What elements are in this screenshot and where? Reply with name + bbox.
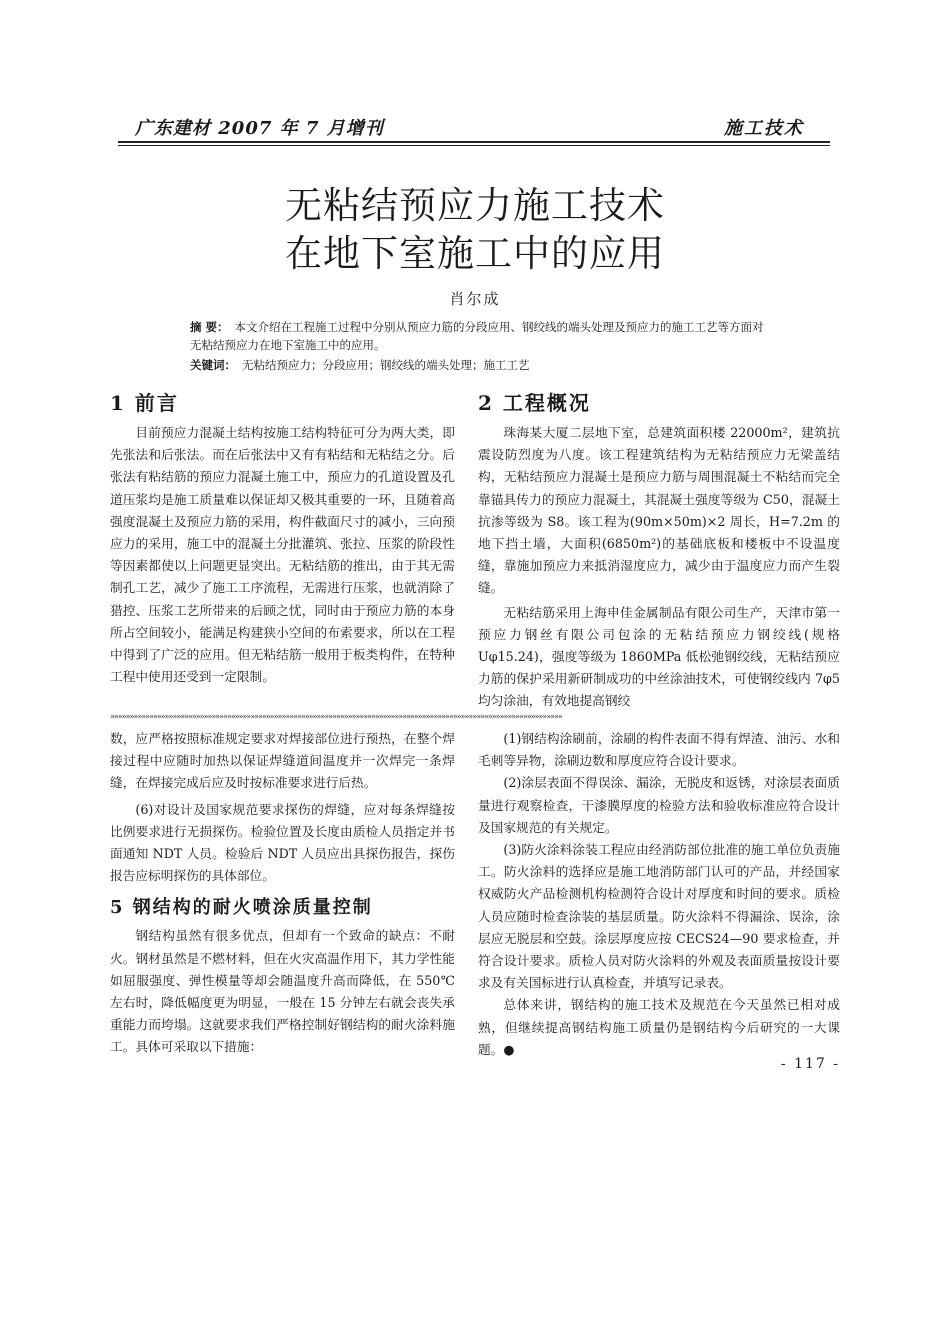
section-1-paragraph: 目前预应力混凝土结构按施工结构特征可分为两大类，即先张法和后张法。而在后张法中又有有粘结和无粘结之分。后张法有粘结筋的预应力混凝土施工中，预应力的孔道设置及孔道压浆均是施工质量难以保证却又极其重要的一环，且随着高强度混凝土及预应力筋的采用，构件截面尺寸的减小，三向预应力的采用，施工中的混凝土分批灌筑、张拉、压浆的阶段性等因素都使以上问题更显突出。无粘结筋的推出，由于其无需制孔工艺，减少了施工工序流程，无需进行压浆，也就消除了猎控、压浆工艺所带来的后顾之忧，同时由于预应力筋的本身所占空间较小，能满足构建狭小空间的布索要求，所以在工程中得到了广泛的应用。但无粘结筋一般用于板类构件，在特种工程中使用还受到一定限制。 [110, 425, 455, 685]
header-rule [118, 141, 830, 143]
fireproof-item-2: (2)涂层表面不得误涂、漏涂，无脱皮和返锈，对涂层表面质量进行观察检查，干漆膜厚度的检验方法和验收标准应符合设计及国家规范的有关规定。 [478, 775, 840, 835]
section-5-heading: 5 钢结构的耐火喷涂质量控制 [110, 897, 373, 919]
section-2-paragraph-2: 无粘结筋采用上海申佳金属制品有限公司生产，天津市第一预应力钢丝有限公司包涂的无粘结预应力钢绞线(规格 Uφ15.24)，强度等级为 1860MPa 低松弛钢绞线，无粘结预应力筋的保护采用新研制成功的中丝涂油技术，可使钢绞线内 7φ5 均匀涂油，有效地提高钢绞 [478, 604, 840, 709]
author: 肖尔成 [449, 290, 501, 308]
article-title-line1: 无粘结预应力施工技术 [285, 184, 665, 227]
section-2-paragraph-1: 珠海某大厦二层地下室，总建筑面积楼 22000m²，建筑抗震设防烈度为八度。该工程建筑结构为无粘结预应力无梁盖结构，无粘结预应力混凝土是预应力筋与周围混凝土不粘结而完全靠锚具传力的预应力混凝土，其混凝土强度等级为 C50，混凝土抗渗等级为 S8。该工程为(90m×50m)×2 周长，H=7.2m 的地下挡土墙，大面积(6850m²)的基础底板和楼板中不设温度缝，靠施加预应力来抵消湿度应力，减少由于温度应力而产生裂缝。 [478, 425, 840, 596]
header-rule-thin [118, 145, 830, 146]
fireproof-item-3: (3)防火涂料涂装工程应由经消防部位批准的施工单位负责施工。防火涂料的选择应是施工地消防部门认可的产品，并经国家权威防火产品检测机构检测符合设计对厚度和时间的要求。质检人员应随时检查涂装的基层质量。防火涂料不得漏涂、误涂，涂层应无脱层和空鼓。涂层厚度应按 CECS24—90 要求检查，并符合设计要求。质检人员对防火涂料的外观及表面质量按设计要求及有关国标进行认真检查，并填写记录表。 [478, 842, 840, 991]
article-title-line2: 在地下室施工中的应用 [285, 232, 665, 275]
section-2-heading: 2 工程概况 [478, 391, 591, 415]
fireproof-item-1: (1)钢结构涂刷前，涂刷的构件表面不得有焊渣、油污、水和毛刺等异物，涂刷边数和厚度应符合设计要求。 [478, 731, 840, 769]
section-1-heading: 1 前言 [110, 391, 179, 415]
abstract [190, 318, 765, 354]
lower-left-column [110, 728, 455, 1059]
page-number: - 117 - [780, 1056, 840, 1072]
abstract-label: 摘 要： [190, 320, 229, 334]
keywords [190, 356, 765, 374]
keywords-label: 关键词： [190, 358, 236, 372]
continuation-divider: »»»»»»»»»»»»»»»»»»»»»»»»»»»»»»»»»»»»»»»»»»»»»»»»»»»»»»»»»»»»»»»»»»»»»»»»»»»»»»»»»»»»»»»»»»»»»»»»»»»»»»»»»»»»»»»»»»»» [110, 712, 562, 721]
keywords-text: 无粘结预应力；分段应用；钢绞线的端头处理；施工工艺 [242, 358, 530, 372]
lower-right-column [478, 728, 840, 1061]
conclusion-paragraph: 总体来讲，钢结构的施工技术及规范在今天虽然已相对成熟，但继续提高钢结构施工质量仍是钢结构今后研究的一大课题。● [478, 997, 840, 1057]
section-header: 施工技术 [724, 118, 804, 139]
section-5-paragraph: 钢结构虽然有很多优点，但却有一个致命的缺点：不耐火。钢材虽然是不燃材料，但在火灾高温作用下，其力学性能如屈服强度、弹性模量等却会随温度升高而降低，在 550℃左右时，降低幅度更为明显，一般在 15 分钟左右就会丧失承重能力而垮塌。这就要求我们严格控制好钢结构的耐火涂料施工。具体可采取以下措施： [110, 928, 455, 1055]
journal-header: 广东建材 2007 年 7 月增刊 [135, 118, 384, 139]
section-1 [110, 390, 455, 688]
section-2 [478, 390, 840, 713]
abstract-text: 本文介绍在工程施工过程中分别从预应力筋的分段应用、钢绞线的端头处理及预应力的施工工艺等方面对无粘结预应力在地下室施工中的应用。 [190, 320, 764, 352]
welding-paragraph: 数，应严格按照标准规定要求对焊接部位进行预热，在整个焊接过程中应随时加热以保证焊缝道间温度并一次焊完一条焊缝，在焊接完成后应及时按标准要求进行后热。 [110, 731, 455, 791]
inspection-paragraph: (6)对设计及国家规范要求探伤的焊缝，应对每条焊缝按比例要求进行无损探伤。检验位置及长度由质检人员指定并书面通知 NDT 人员。检验后 NDT 人员应出具探伤报告，探伤报告应标明探伤的具体部位。 [110, 801, 455, 884]
